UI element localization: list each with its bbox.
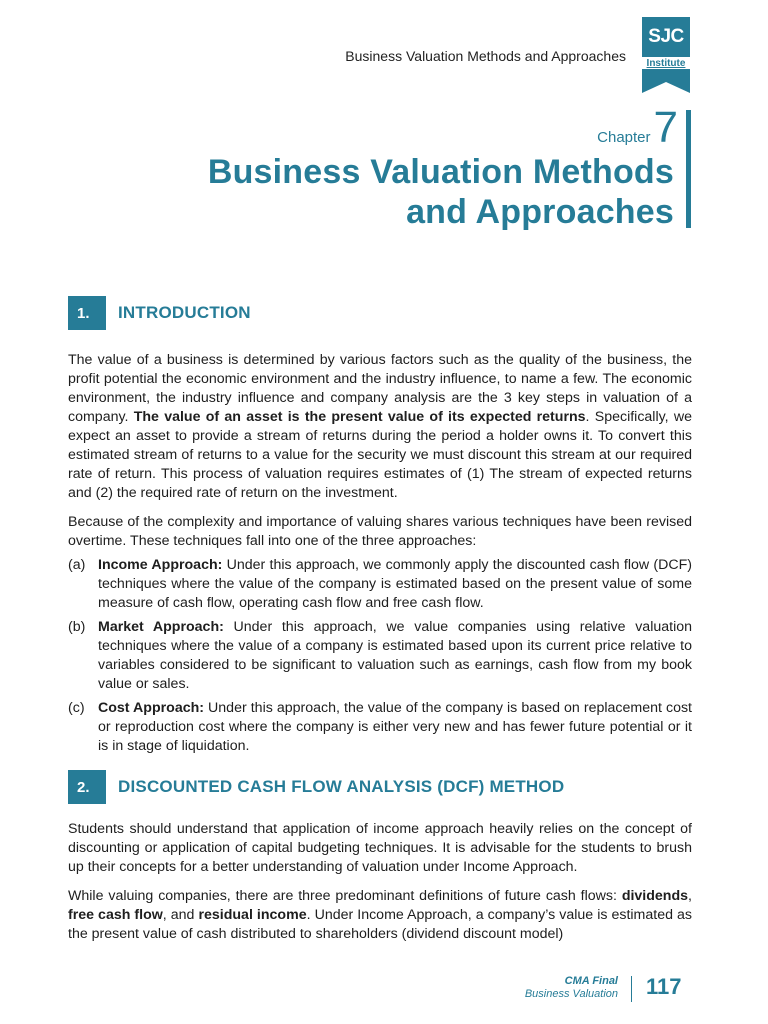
section-1-number: 1. bbox=[68, 296, 106, 330]
list-item-body bbox=[98, 618, 692, 694]
dcf-p2-text-c: . Under Income Approach, a company’s value is estimated as the present value of cash distributed to shareholders (dividend discount model) bbox=[68, 907, 692, 942]
section-2-title: DISCOUNTED CASH FLOW ANALYSIS (DCF) METHOD bbox=[118, 777, 565, 796]
chapter-title-line-1: Business Valuation Methods bbox=[207, 153, 674, 191]
section-2-number: 2. bbox=[68, 770, 106, 804]
dcf-p2-sep-1: , bbox=[688, 888, 692, 904]
list-item-title: Cost Approach: bbox=[98, 700, 204, 716]
footer-divider bbox=[631, 976, 632, 1002]
running-header-title: Business Valuation Methods and Approaches bbox=[345, 48, 626, 64]
list-item-label: (b) bbox=[68, 619, 86, 635]
intro-p1-bold: The value of an asset is the present value of its expected returns bbox=[133, 409, 586, 425]
section-1-title: INTRODUCTION bbox=[118, 303, 251, 322]
dcf-paragraph-2 bbox=[68, 887, 692, 944]
dcf-p2-bold-dividends: dividends bbox=[621, 888, 689, 904]
chapter-label bbox=[597, 103, 678, 152]
dcf-p2-sep-2: , and bbox=[162, 907, 199, 923]
list-item bbox=[68, 699, 692, 756]
footer-line-2: Business Valuation bbox=[524, 988, 618, 1000]
intro-paragraph-1 bbox=[68, 351, 692, 503]
section-1-heading bbox=[68, 296, 251, 330]
footer-line-1: CMA Final bbox=[564, 975, 618, 987]
section-2-heading bbox=[68, 770, 564, 804]
chapter-accent-bar bbox=[686, 110, 691, 228]
dcf-p2-bold-fcf: free cash flow bbox=[68, 907, 163, 923]
intro-p1-text-a: The value of a business is determined by various factors such as the quality of the business, the profit potential the economic environment and the industry influence, to name a few. The economic environment, the industry influence and company analysis are the 3 key steps in valuation of a company. bbox=[68, 352, 692, 425]
footer-book-title bbox=[525, 975, 618, 1001]
list-item-text: Under this approach, we commonly apply the discounted cash flow (DCF) techniques where the value of the company is estimated based on the present value of some measure of cash flow, operating cash flow and free cash flow. bbox=[98, 557, 692, 611]
chapter-number: 7 bbox=[653, 103, 678, 152]
list-item bbox=[68, 618, 692, 694]
institute-logo bbox=[642, 17, 690, 93]
approaches-list bbox=[68, 556, 692, 756]
list-item-body bbox=[98, 556, 692, 613]
dcf-p2-text-a: While valuing companies, there are three predominant definitions of future cash flows: bbox=[68, 888, 622, 904]
logo-ribbon bbox=[642, 71, 690, 93]
section-1-body bbox=[68, 351, 692, 756]
list-item-text: Under this approach, we value companies using relative valuation techniques where the value of a company is estimated based upon its current price relative to variables considered to be significant to valuation such as earnings, cash flow from my book value or sales. bbox=[98, 619, 692, 692]
chapter-title-line-2: and Approaches bbox=[406, 193, 674, 231]
dcf-p2-bold-residual: residual income bbox=[198, 907, 307, 923]
dcf-paragraph-1: Students should understand that application of income approach heavily relies on the concept of discounting or application of capital budgeting techniques. It is advisable for the students to brush up their concepts for a better understanding of valuation under Income Approach. bbox=[68, 821, 692, 875]
list-item-body bbox=[98, 699, 692, 756]
chapter-title bbox=[208, 152, 674, 232]
logo-main-text: SJC bbox=[642, 17, 690, 57]
section-2-body bbox=[68, 820, 692, 944]
list-item-text: Under this approach, the value of the company is based on replacement cost or reproduction cost where the company is either very new and has fewer future potential or it is in stage of liquidation. bbox=[98, 700, 692, 754]
list-item bbox=[68, 556, 692, 613]
intro-paragraph-2: Because of the complexity and importance of valuing shares various techniques have been revised overtime. These techniques fall into one of the three approaches: bbox=[68, 514, 692, 549]
list-item-title: Market Approach: bbox=[98, 619, 224, 635]
page-number: 117 bbox=[646, 974, 682, 999]
list-item-label: (c) bbox=[68, 700, 85, 716]
list-item-title: Income Approach: bbox=[98, 557, 223, 573]
logo-sub-text: Institute bbox=[642, 57, 690, 71]
intro-p1-text-b: . Specifically, we expect an asset to provide a stream of returns during the period a holder owns it. To convert this estimated stream of returns to a value for the security we must discount this stream at our required rate of return. This process of valuation requires estimates of (1) The stream of expected returns and (2) the required rate of return on the investment. bbox=[68, 409, 692, 501]
list-item-label: (a) bbox=[68, 557, 86, 573]
chapter-word: Chapter bbox=[597, 129, 651, 146]
